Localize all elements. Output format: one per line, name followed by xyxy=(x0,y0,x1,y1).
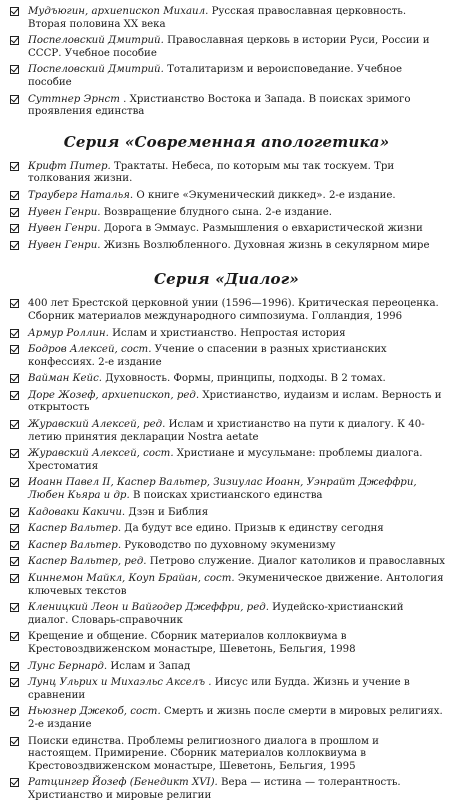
book-title: Экуменическое движение. Антология ключевых текстов xyxy=(28,573,444,597)
book-entry xyxy=(8,94,445,119)
book-author: Журавский Алексей, сост. xyxy=(28,448,174,460)
checkbox-checked-icon xyxy=(10,224,19,233)
book-title: Дзэн и Библия xyxy=(125,506,209,518)
book-author: Поспеловский Дмитрий. xyxy=(28,35,164,47)
checkbox-checked-icon xyxy=(10,208,19,217)
book-author: Ньюзнер Джекоб, сост. xyxy=(28,706,161,718)
checkbox-checked-icon xyxy=(10,162,19,171)
book-entry xyxy=(8,373,445,386)
book-title: Трактаты. Небеса, по которым мы так тоскуем. Три толкования жизни. xyxy=(28,160,395,185)
book-entry xyxy=(8,190,445,203)
checkbox-checked-icon xyxy=(10,707,19,716)
book-title: Ислам и христианство на пути к диалогу. К 40-летию принятия декларации Nostra aetate xyxy=(28,419,425,443)
checkbox-checked-icon xyxy=(10,524,19,533)
book-author: Доре Жозеф, архиепископ, ред. xyxy=(28,389,200,401)
checkbox-checked-icon xyxy=(10,299,19,308)
book-title: Вера — истина — толерантность. Христианство и мировые религии xyxy=(28,777,401,801)
book-author: Киннемон Майкл, Коуп Брайан, сост. xyxy=(28,573,235,584)
book-author: Лунс Бернард. xyxy=(28,660,108,672)
book-title: Христианство Востока и Запада. В поисках зримого проявления единства xyxy=(28,93,411,118)
series-heading-dialog: Серия «Диалог» xyxy=(154,270,299,289)
checkbox-checked-icon xyxy=(10,329,19,338)
checkbox-checked-icon xyxy=(10,662,19,671)
book-title: 400 лет Брестской церковной унии (1596—1996). Критическая переоценка. Сборник материалов международного симпозиума. Голландия, 1996 xyxy=(28,298,439,322)
book-entry xyxy=(8,661,445,674)
book-author: Ратцингер Йозеф (Бенедикт XVI). xyxy=(28,777,218,789)
book-entry xyxy=(8,706,445,731)
book-title: Руководство по духовному экуменизму xyxy=(121,539,336,551)
checkbox-checked-icon xyxy=(10,374,19,383)
book-entry xyxy=(8,523,445,536)
book-entry xyxy=(8,223,445,236)
book-author: Армур Роллин. xyxy=(28,327,109,339)
book-author: Каспер Вальтер, ред. xyxy=(28,556,147,568)
checkbox-checked-icon xyxy=(10,737,19,746)
series-heading-apologetics: Серия «Современная апологетика» xyxy=(63,132,390,151)
book-entry xyxy=(8,477,445,502)
book-entry xyxy=(8,64,445,89)
checkbox-checked-icon xyxy=(10,345,19,354)
checkbox-checked-icon xyxy=(10,574,19,583)
book-author: Крифт Питер. xyxy=(28,160,111,172)
book-author: Трауберг Наталья. xyxy=(28,189,134,201)
checkbox-checked-icon xyxy=(10,36,19,45)
book-entry xyxy=(8,631,445,656)
book-entry xyxy=(8,6,445,31)
book-title: Русская православная церковность. Вторая половина XX века xyxy=(28,6,407,30)
book-title: Иисус или Будда. Жизнь и учение в сравнении xyxy=(28,677,410,701)
checkbox-checked-icon xyxy=(10,191,19,200)
checkbox-checked-icon xyxy=(10,632,19,641)
book-title: Духовность. Формы, принципы, подходы. В 2 томах. xyxy=(102,373,386,385)
catalog-list-apologetics xyxy=(8,161,445,253)
book-author: Журавский Алексей, ред. xyxy=(28,419,166,431)
book-entry xyxy=(8,736,445,774)
book-entry xyxy=(8,207,445,220)
checkbox-checked-icon xyxy=(10,678,19,687)
catalog-list-dialog xyxy=(8,298,445,802)
book-entry xyxy=(8,448,445,473)
checkbox-checked-icon xyxy=(10,478,19,487)
checkbox-checked-icon xyxy=(10,391,19,400)
book-entry xyxy=(8,35,445,60)
book-title: Возвращение блудного сына. 2-е издание. xyxy=(100,206,332,218)
book-title: О книге «Экуменический диккед». 2-е издание. xyxy=(133,189,396,201)
checkbox-checked-icon xyxy=(10,557,19,566)
book-author: Нувен Генри. xyxy=(28,206,101,218)
book-author: Кадоваки Какичи. xyxy=(28,506,126,518)
book-entry xyxy=(8,777,445,802)
checkbox-checked-icon xyxy=(10,65,19,74)
book-author: Каспер Вальтер. xyxy=(28,539,122,551)
book-title: Да будут все едино. Призыв к единству сегодня xyxy=(121,523,384,535)
book-title: Тоталитаризм и вероисповедание. Учебное пособие xyxy=(28,64,403,88)
catalog-list-top xyxy=(8,6,445,119)
book-title: Ислам и Запад xyxy=(107,660,191,672)
book-author: Бодров Алексей, сост. xyxy=(28,344,152,356)
book-entry xyxy=(8,677,445,702)
book-title: Крещение и общение. Сборник материалов коллоквиума в Крестовоздвиженском монастыре, Шеветонь, Бельгия, 1998 xyxy=(28,631,356,655)
book-entry xyxy=(8,556,445,569)
book-entry xyxy=(8,328,445,341)
book-title: Учение о спасении в разных христианских конфессиях. 2-е издание xyxy=(28,344,387,368)
book-author: Нувен Генри. xyxy=(28,239,101,251)
checkbox-checked-icon xyxy=(10,95,19,104)
book-title: Дорога в Эммаус. Размышления о евхаристической жизни xyxy=(100,223,423,235)
book-title: Ислам и христианство. Непростая история xyxy=(108,327,346,339)
book-title: Иудейско-христианский диалог. Словарь-справочник xyxy=(28,602,404,626)
checkbox-checked-icon xyxy=(10,603,19,612)
checkbox-checked-icon xyxy=(10,420,19,429)
book-author: Нувен Генри. xyxy=(28,223,101,235)
book-title: Христиане и мусульмане: проблемы диалога. Хрестоматия xyxy=(28,448,423,472)
book-entry xyxy=(8,419,445,444)
book-author: Вайман Кейс. xyxy=(28,373,103,385)
book-entry xyxy=(8,573,445,598)
book-entry xyxy=(8,240,445,253)
checkbox-checked-icon xyxy=(10,508,19,517)
book-author: Кленицкий Леон и Вайгодер Джеффри, ред. xyxy=(28,602,269,614)
book-author: Мудъюгин, архиепископ Михаил. xyxy=(28,6,209,17)
checkbox-checked-icon xyxy=(10,778,19,787)
checkbox-checked-icon xyxy=(10,541,19,550)
checkbox-checked-icon xyxy=(10,241,19,250)
book-title: Петрово служение. Диалог католиков и православных xyxy=(146,556,445,568)
book-title: Смерть и жизнь после смерти в мировых религиях. 2-е издание xyxy=(28,706,443,730)
book-author: Поспеловский Дмитрий. xyxy=(28,64,164,76)
book-entry xyxy=(8,390,445,415)
book-entry xyxy=(8,344,445,369)
book-title: В поисках христианского единства xyxy=(129,490,323,502)
checkbox-checked-icon xyxy=(10,449,19,458)
book-author: Суттнер Эрнст . xyxy=(28,93,127,105)
book-entry xyxy=(8,298,445,323)
book-entry xyxy=(8,507,445,520)
book-author: Иоанн Павел II, Каспер Вальтер, Зизиулас Иоанн, Уэнрайт Джеффри, Любен Кьяра и др. xyxy=(28,477,417,502)
book-title: Жизнь Возлюбленного. Духовная жизнь в секулярном мире xyxy=(100,239,430,251)
book-title: Поиски единства. Проблемы религиозного диалога в прошлом и настоящем. Примирение. Сборник материалов коллоквиума в Крестовоздвиженском монастыре, Шеветонь, Бельгия, 1995 xyxy=(28,735,379,772)
book-title: Православная церковь в истории Руси, России и СССР. Учебное пособие xyxy=(28,35,430,59)
book-author: Каспер Вальтер. xyxy=(28,523,122,535)
book-author: Лунц Ульрих и Михаэльс Акселъ . xyxy=(28,677,212,689)
checkbox-checked-icon xyxy=(10,7,19,16)
book-entry xyxy=(8,161,445,186)
book-entry xyxy=(8,602,445,627)
book-title: Христианство, иудаизм и ислам. Верность и открытость xyxy=(28,389,442,414)
book-entry xyxy=(8,540,445,553)
